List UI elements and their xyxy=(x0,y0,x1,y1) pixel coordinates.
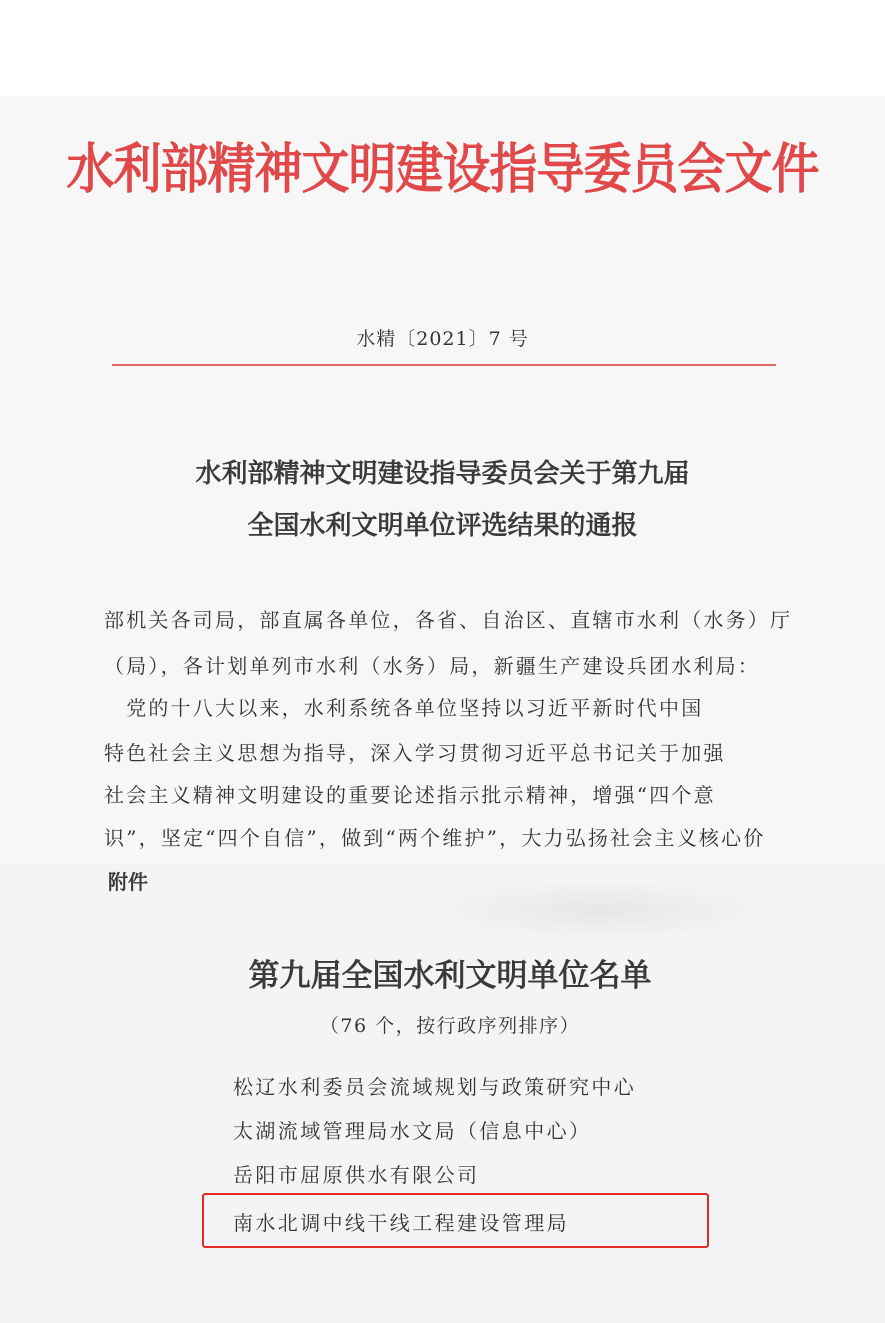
body-text-line: 党的十八大以来，水利系统各单位坚持以习近平新时代中国 xyxy=(104,696,704,720)
body-text-line: 识”，坚定“四个自信”，做到“两个维护”，大力弘扬社会主义核心价 xyxy=(104,826,766,850)
body-text-line: 特色社会主义思想为指导，深入学习贯彻习近平总书记关于加强 xyxy=(104,741,726,765)
document-number: 水精〔2021〕7 号 xyxy=(356,328,529,350)
unit-list-title: 第九届全国水利文明单位名单 xyxy=(248,958,652,994)
highlight-box xyxy=(202,1193,709,1248)
issuer-header-title: 水利部精神文明建设指导委员会文件 xyxy=(66,138,819,202)
unit-list-item: 岳阳市屈原供水有限公司 xyxy=(233,1163,480,1187)
body-text-line: （局），各计划单列市水利（水务）局，新疆生产建设兵团水利局： xyxy=(104,654,760,678)
unit-list-item: 太湖流域管理局水文局（信息中心） xyxy=(233,1119,592,1143)
unit-list-subtitle: （76 个，按行政序列排序） xyxy=(319,1015,581,1037)
scan-smudge xyxy=(420,880,780,940)
notice-title-line-1: 水利部精神文明建设指导委员会关于第九届 xyxy=(195,459,690,489)
body-text-line: 社会主义精神文明建设的重要论述指示批示精神，增强“四个意 xyxy=(104,783,716,807)
red-divider-rule xyxy=(112,364,776,366)
notice-title-line-2: 全国水利文明单位评选结果的通报 xyxy=(247,511,638,541)
attachment-label: 附件 xyxy=(108,870,148,894)
unit-list-item: 松辽水利委员会流域规划与政策研究中心 xyxy=(233,1075,637,1099)
body-text-line: 部机关各司局，部直属各单位，各省、自治区、直辖市水利（水务）厅 xyxy=(104,608,793,632)
unit-list-item-highlighted: 南水北调中线干线工程建设管理局 xyxy=(233,1211,569,1235)
